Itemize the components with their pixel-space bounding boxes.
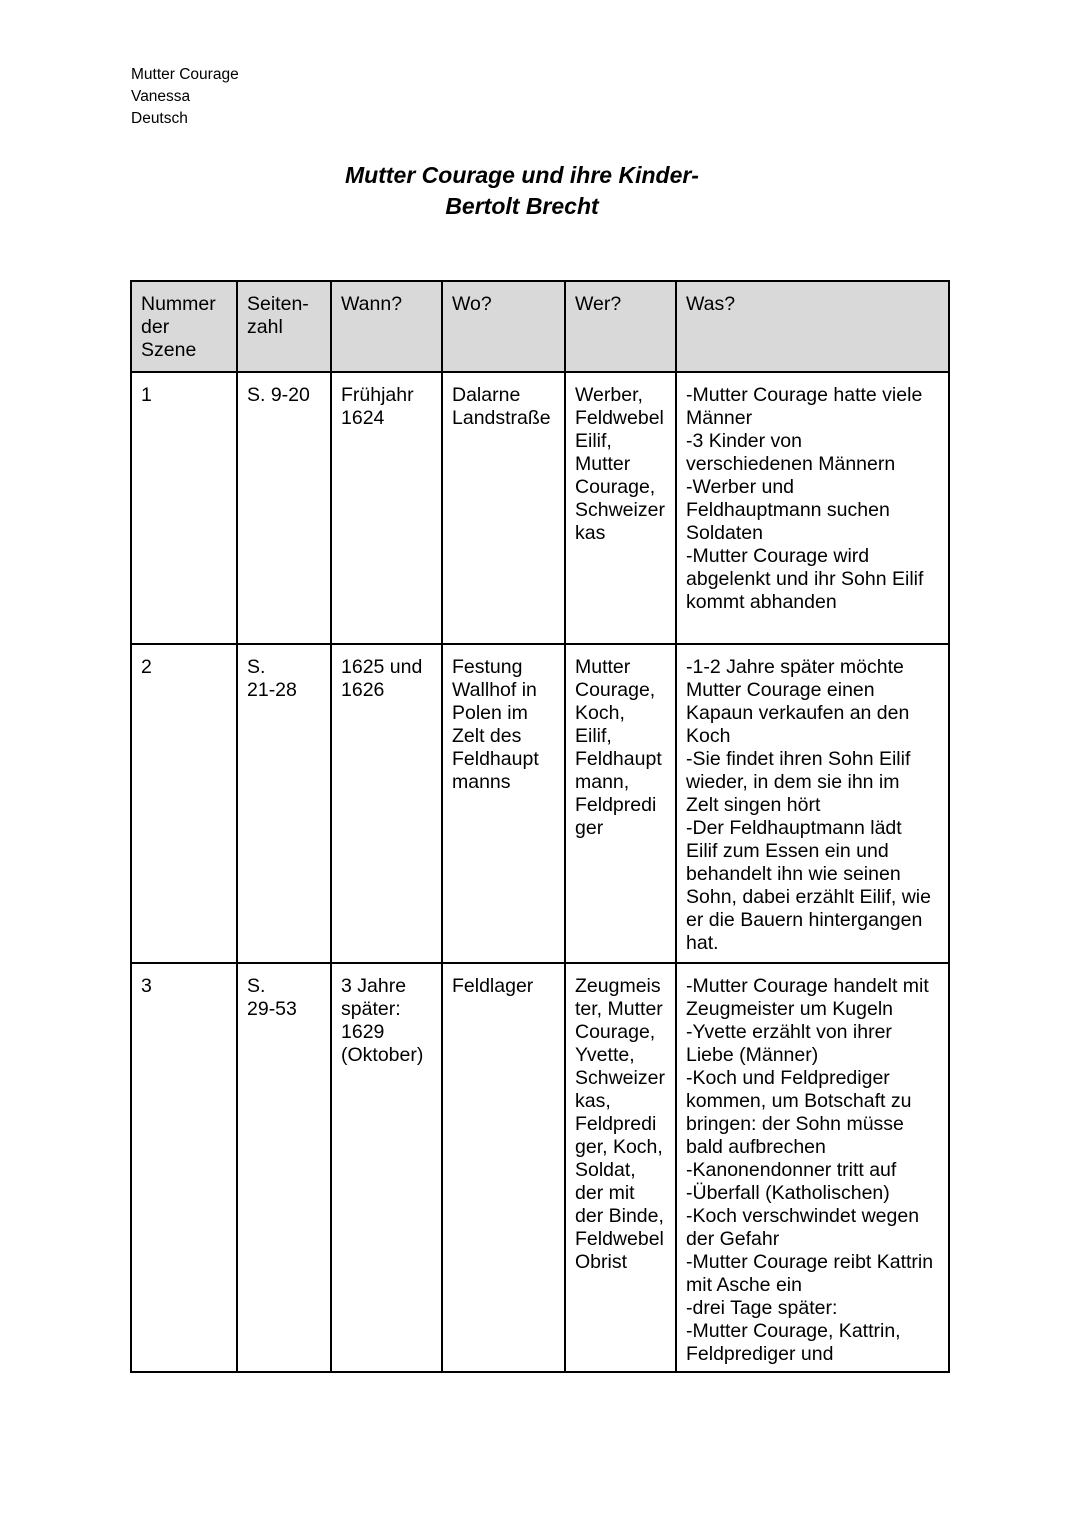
header-cell-wo: Wo? xyxy=(442,281,565,372)
header-cell-was: Was? xyxy=(676,281,949,372)
table-row xyxy=(131,372,949,644)
cell-wann: 3 Jahre später: 1629 (Oktober) xyxy=(331,963,442,1372)
cell-seitenzahl: S. 9-20 xyxy=(237,372,331,644)
scene-table xyxy=(130,280,950,1373)
cell-wo: Dalarne Landstraße xyxy=(442,372,565,644)
header-work-title: Mutter Courage xyxy=(131,66,239,83)
document-header xyxy=(131,64,239,130)
table-row xyxy=(131,644,949,963)
cell-wer: Mutter Courage, Koch, Eilif, Feldhaupt mann, Feldpredi ger xyxy=(565,644,676,963)
header-cell-wer: Wer? xyxy=(565,281,676,372)
header-cell-wann: Wann? xyxy=(331,281,442,372)
document-title xyxy=(300,160,744,222)
cell-seitenzahl: S. 29-53 xyxy=(237,963,331,1372)
table-header-row xyxy=(131,281,949,372)
cell-wo: Feldlager xyxy=(442,963,565,1372)
header-cell-nummer: Nummer der Szene xyxy=(131,281,237,372)
title-line-2: Bertolt Brecht xyxy=(445,193,599,219)
cell-wer: Werber, Feldwebel Eilif, Mutter Courage, Schweizer kas xyxy=(565,372,676,644)
cell-nummer: 1 xyxy=(131,372,237,644)
table-row xyxy=(131,963,949,1372)
cell-wann: Frühjahr 1624 xyxy=(331,372,442,644)
cell-was: -Mutter Courage handelt mit Zeugmeister um Kugeln -Yvette erzählt von ihrer Liebe (Männer) -Koch und Feldprediger kommen, um Botschaft zu bringen: der Sohn müsse bald aufbrechen -Kanonendonner tritt auf -Überfall (Katholischen) -Koch verschwindet wegen der Gefahr -Mutter Courage reibt Kattrin mit Asche ein -drei Tage später: -Mutter Courage, Kattrin, Feldprediger und xyxy=(676,963,949,1372)
header-cell-seitenzahl: Seiten- zahl xyxy=(237,281,331,372)
header-subject: Deutsch xyxy=(131,110,188,127)
cell-nummer: 3 xyxy=(131,963,237,1372)
title-line-1: Mutter Courage und ihre Kinder- xyxy=(345,162,699,188)
cell-seitenzahl: S. 21-28 xyxy=(237,644,331,963)
cell-nummer: 2 xyxy=(131,644,237,963)
cell-wann: 1625 und 1626 xyxy=(331,644,442,963)
cell-was: -Mutter Courage hatte viele Männer -3 Kinder von verschiedenen Männern -Werber und Feldhauptmann suchen Soldaten -Mutter Courage wird abgelenkt und ihr Sohn Eilif kommt abhanden xyxy=(676,372,949,644)
header-author-name: Vanessa xyxy=(131,88,191,105)
cell-was: -1-2 Jahre später möchte Mutter Courage einen Kapaun verkaufen an den Koch -Sie findet ihren Sohn Eilif wieder, in dem sie ihn im Zelt singen hört -Der Feldhauptmann lädt Eilif zum Essen ein und behandelt ihn wie seinen Sohn, dabei erzählt Eilif, wie er die Bauern hintergangen hat. xyxy=(676,644,949,963)
cell-wer: Zeugmeis ter, Mutter Courage, Yvette, Schweizer kas, Feldpredi ger, Koch, Soldat, der mit der Binde, Feldwebel Obrist xyxy=(565,963,676,1372)
cell-wo: Festung Wallhof in Polen im Zelt des Feldhaupt manns xyxy=(442,644,565,963)
